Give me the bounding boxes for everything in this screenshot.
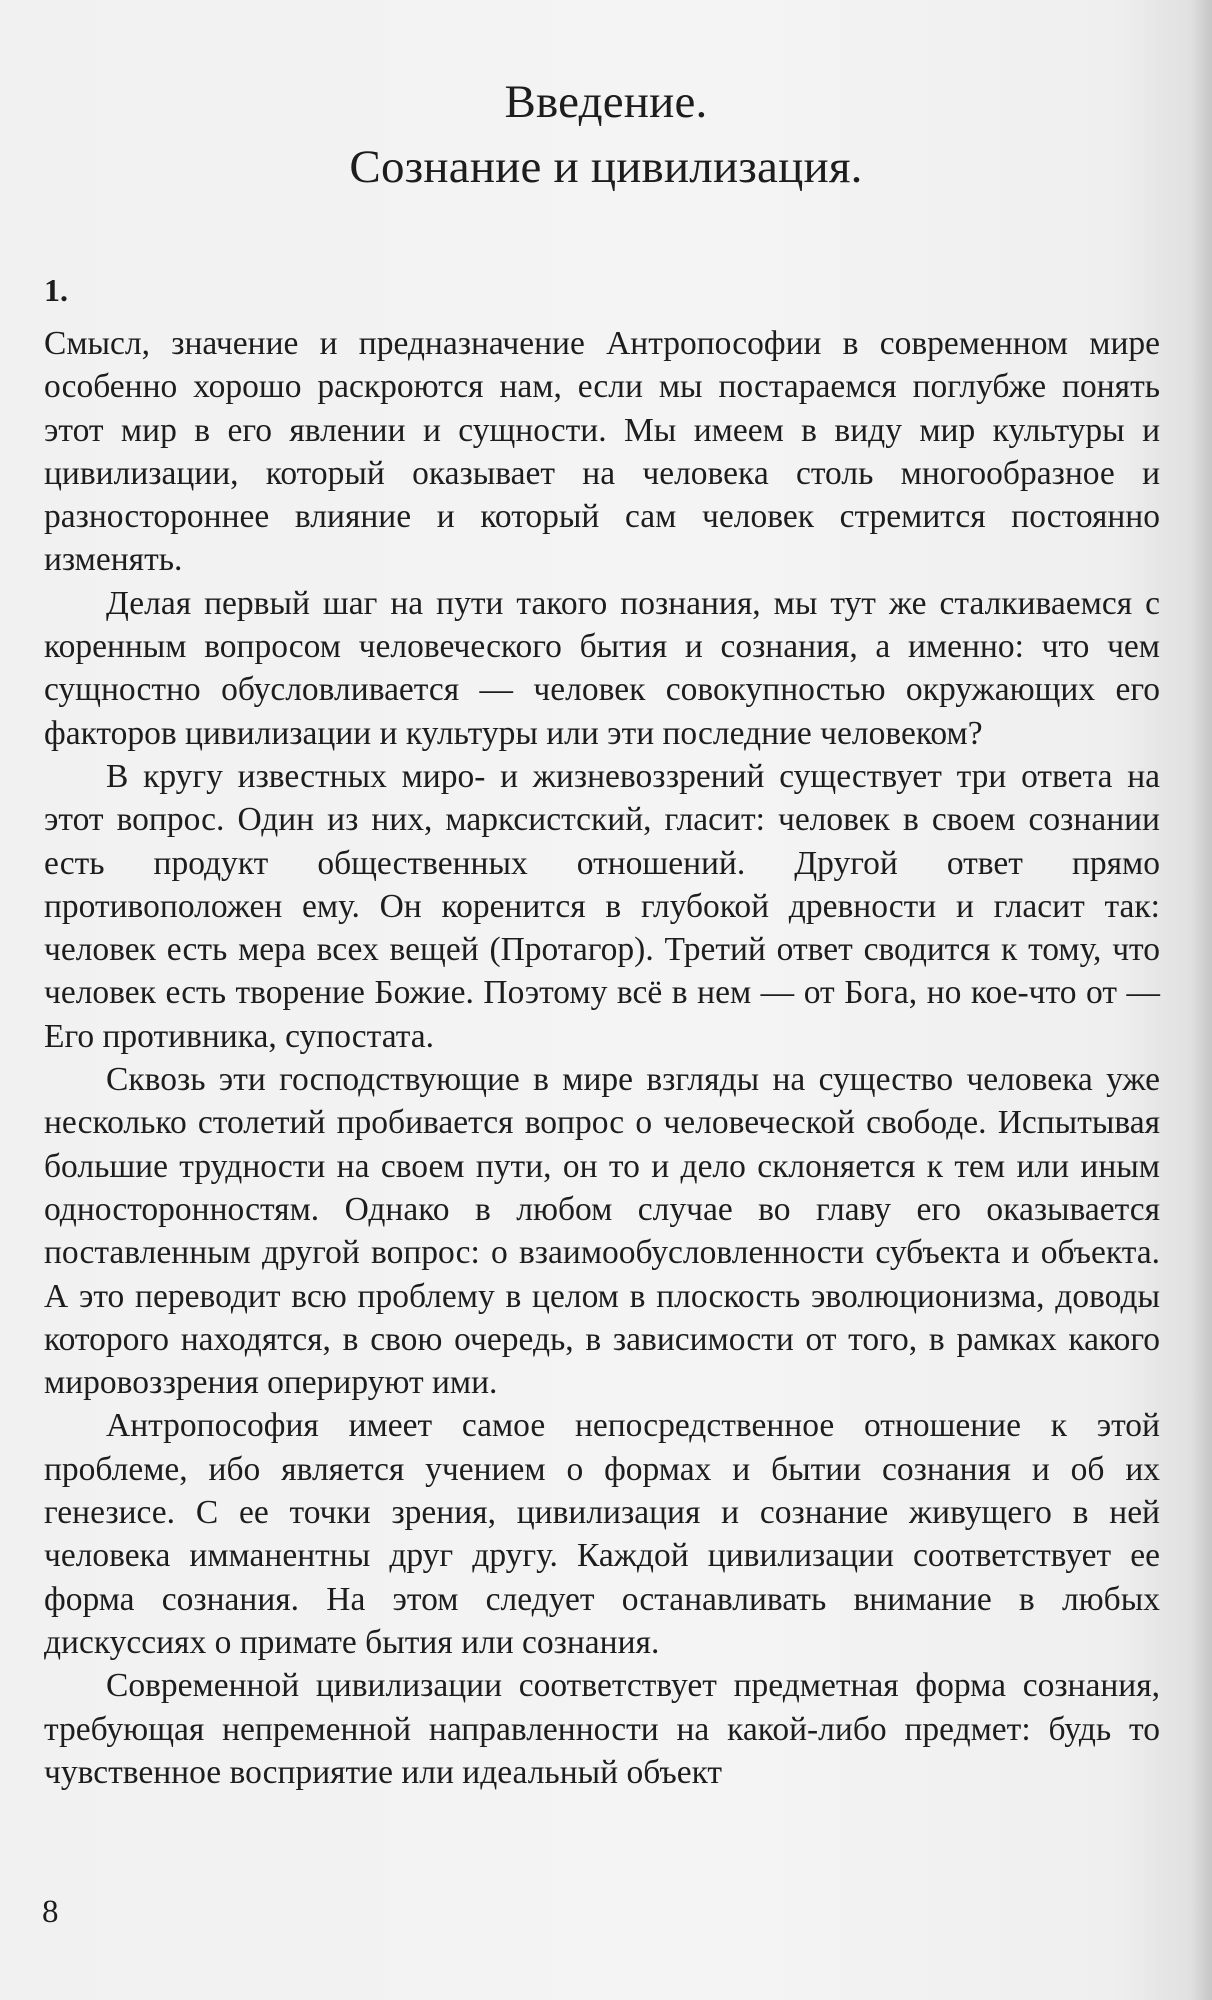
- paragraph-2: Делая первый шаг на пути такого познания, мы тут же сталкиваемся с коренным вопросом человеческого бытия и сознания, а именно: что чем сущностно обусловливается — человек совокупностью окружающих его факторов цивилизации и культуры или эти последние человеком?: [44, 584, 1160, 752]
- paragraph-1: Смысл, значение и предназначение Антропософии в современном мире особенно хорошо раскроются нам, если мы постараемся поглубже понять этот мир в его явлении и сущности. Мы имеем в виду мир культуры и цивилизации, который оказывает на человека столь многообразное и разностороннее влияние и который сам человек стремится постоянно изменять.: [44, 325, 1160, 579]
- chapter-subtitle: Сознание и цивилизация.: [349, 141, 863, 193]
- paragraph-4: Сквозь эти господствующие в мире взгляды на существо человека уже несколько столетий пробивается вопрос о человеческой свободе. Испытывая большие трудности на своем пути, он то и дело склоняется к тем или иным односторонностям. Однако в любом случае во главу его оказывается поставленным другой вопрос: о взаимообусловленности субъекта и объекта. А это переводит всю проблему в целом в плоскость эволюционизма, доводы которого находятся, в свою очередь, в зависимости от того, в рамках какого мировоззрения оперируют ими.: [44, 1061, 1160, 1402]
- page-number: 8: [42, 1894, 59, 1930]
- paragraph-3: В кругу известных миро- и жизневоззрений существует три ответа на этот вопрос. Один из них, марксистский, гласит: человек в своем сознании есть продукт общественных отношений. Другой ответ прямо противоположен ему. Он коренится в глубокой древности и гласит так: человек есть мера всех вещей (Протагор). Третий ответ сводится к тому, что человек есть творение Божие. Поэтому всё в нем — от Бога, но кое-что от — Его противника, супостата.: [44, 757, 1160, 1055]
- body-text: [44, 322, 1160, 1794]
- paragraph-6: Современной цивилизации соответствует предметная форма сознания, требующая непременной направленности на какой-либо предмет: будь то чувственное восприятие или идеальный объект: [44, 1667, 1160, 1791]
- section-number: 1.: [44, 272, 68, 308]
- spine-shadow: [1190, 0, 1212, 2000]
- chapter-title: Введение.: [504, 76, 708, 128]
- paragraph-5: Антропософия имеет самое непосредственное отношение к этой проблеме, ибо является учением о формах и бытии сознания и об их генезисе. С ее точки зрения, цивилизация и сознание живущего в ней человека имманентны друг другу. Каждой цивилизации соответствует ее форма сознания. На этом следует останавливать внимание в любых дискуссиях о примате бытия или сознания.: [44, 1407, 1160, 1661]
